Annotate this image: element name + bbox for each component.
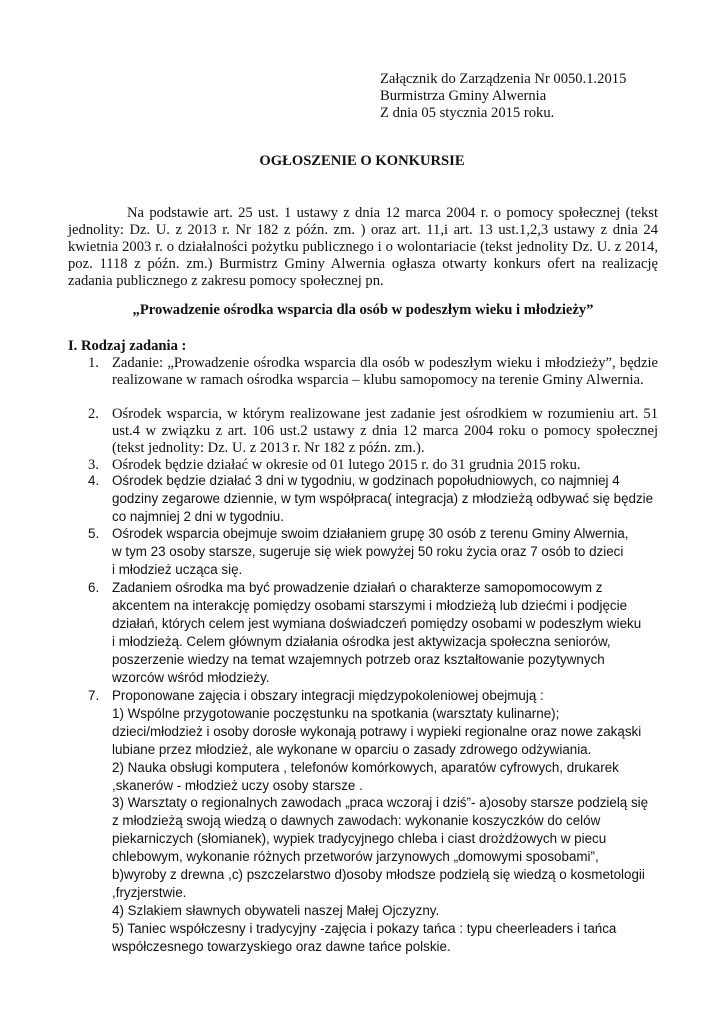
list-item-4 [88, 472, 658, 526]
list-item-line: działań, których celem jest wymiana doświadczeń pomiędzy osobami w podeszłym wieku [112, 615, 642, 631]
header-line-3: Z dnia 05 stycznia 2015 roku. [380, 105, 555, 121]
list-item-number: 6. [88, 580, 100, 595]
list-item-number: 4. [88, 473, 100, 488]
list-item-line: Ośrodek wsparcia obejmuje swoim działaniem grupę 30 osób z terenu Gminy Alwernia, [112, 526, 629, 541]
list-item-text: Ośrodek wsparcia, w którym realizowane jest zadanie jest ośrodkiem w rozumieniu art. 51 ust.4 w związku z art. 106 ust.2 ustawy z dnia 12 marca 2004 roku o pomocy społecznej (tekst jednolity: Dz. U. z 2013 r. Nr 182 z późn. zm.). [112, 406, 658, 456]
list-item-line: Ośrodek będzie działać 3 dni w tygodniu, w godzinach popołudniowych, co najmniej 4 [112, 473, 620, 488]
header-line-1: Załącznik do Zarządzenia Nr 0050.1.2015 [380, 71, 627, 87]
list-item-number: 7. [88, 688, 100, 703]
list-item-number: 1. [88, 355, 99, 371]
list-item-line: w tym 23 osoby starsze, sugeruje się wiek powyżej 50 roku życia oraz 7 osób to dzieci [112, 543, 624, 559]
list-item-line: poszerzenie wiedzy na temat wzajemnych potrzeb oraz kształtowanie pozytywnych [112, 651, 605, 667]
list-item-line: co najmniej 2 dni w tygodniu. [112, 508, 284, 524]
list-item-line: z młodzieżą swoją wiedzą o dawnych zawodach: wykonanie koszyczków do celów [112, 813, 601, 829]
list-item-2 [88, 406, 658, 457]
list-item-line: akcentem na interakcję pomiędzy osobami starszymi i młodzieżą lub dziećmi i podjęcie [112, 597, 628, 613]
list-item-7 [88, 687, 658, 956]
list-item-line: chlebowym, wykonanie różnych przetworów jarzynowych „domowymi sposobami”, [112, 849, 599, 865]
intro-paragraph [68, 205, 658, 290]
list-item-line: lubiane przez młodzież, ale wykonane w oparciu o zasady zdrowego odżywiania. [112, 741, 592, 757]
list-item-line: piekarniczych (słomianek), wypiek tradycyjnego chleba i ciast drożdżowych w piecu [112, 831, 607, 847]
list-item-number: 5. [88, 526, 100, 541]
list-item-line: 4) Szlakiem sławnych obywateli naszej Małej Ojczyzny. [112, 902, 440, 918]
list-item-line: ,fryzjerstwie. [112, 884, 187, 900]
list-item-number: 2. [88, 406, 99, 422]
list-item-line: i młodzież ucząca się. [112, 561, 243, 577]
list-item-1 [88, 355, 658, 389]
header-line-2: Burmistrza Gminy Alwernia [380, 88, 547, 104]
attachment-header [380, 71, 710, 122]
list-item-line: Zadaniem ośrodka ma być prowadzenie działań o charakterze samopomocowym z [112, 580, 603, 595]
intro-text: Na podstawie art. 25 ust. 1 ustawy z dnia 12 marca 2004 r. o pomocy społecznej (tekst jednolity: Dz. U. z 2013 r. Nr 182 z późn. zm. ) oraz art. 11,i art. 13 ust.1,2,3 ustawy z dnia 24 kwietnia 2003 r. o działalności pożytku publicznego i o wolontariacie (tekst jednolity Dz. U. z 2014, poz. 1118 z późn. zm.) Burmistrz Gminy Alwernia ogłasza otwarty konkurs ofert na realizację zadania publicznego z zakresu pomocy społecznej pn. [68, 205, 658, 289]
list-item-text: Zadanie: „Prowadzenie ośrodka wsparcia dla osób w podeszłym wieku i młodzieży”, będzie realizowane w ramach ośrodka wsparcia – klubu samopomocy na terenie Gminy Alwernia. [112, 355, 658, 388]
list-item-line: 5) Taniec współczesny i tradycyjny -zajęcia i pokazy tańca : typu cheerleaders i tańca [112, 920, 617, 936]
list-item-5 [88, 525, 658, 579]
list-item-line: i młodzieżą. Celem głównym działania ośrodka jest aktywizacja społeczna seniorów, [112, 633, 611, 649]
list-item-line: 3) Warsztaty o regionalnych zawodach „praca wczoraj i dziś”- a)osoby starsze podzielą się [112, 795, 649, 811]
list-item-line: godziny zegarowe dziennie, w tym współpraca( integracja) z młodzieżą odbywać się będzie [112, 490, 654, 506]
list-item-line: dzieci/młodzież i osoby dorosłe wykonają potrawy i wypieki regionalne oraz nowe zakąski [112, 723, 642, 739]
list-item-number: 3. [88, 457, 99, 473]
page-title: OGŁOSZENIE O KONKURSIE [259, 153, 465, 169]
list-item-line: 2) Nauka obsługi komputera , telefonów komórkowych, aparatów cyfrowych, drukarek [112, 759, 619, 775]
list-item-text: Ośrodek będzie działać w okresie od 01 lutego 2015 r. do 31 grudnia 2015 roku. [112, 457, 581, 473]
list-item-line: ,skanerów - młodzież uczy osoby starsze . [112, 777, 363, 793]
list-item-line: b)wyroby z drewna ,c) pszczelarstwo d)osoby młodsze podzielą się wiedzą o kosmetologii [112, 867, 645, 883]
section-heading: I. Rodzaj zadania : [68, 338, 187, 354]
list-item-line: 1) Wspólne przygotowanie poczęstunku na spotkania (warsztaty kulinarne); [112, 705, 560, 721]
list-item-line: Proponowane zajęcia i obszary integracji międzypokoleniowej obejmują : [112, 688, 544, 703]
list-item-line: współczesnego towarzyskiego oraz dawne tańce polskie. [112, 938, 451, 954]
list-item-6 [88, 579, 658, 686]
list-item-line: wzorców wśród młodzieży. [112, 669, 270, 685]
task-name-heading: „Prowadzenie ośrodka wsparcia dla osób w podeszłym wieku i młodzieży” [132, 302, 594, 318]
